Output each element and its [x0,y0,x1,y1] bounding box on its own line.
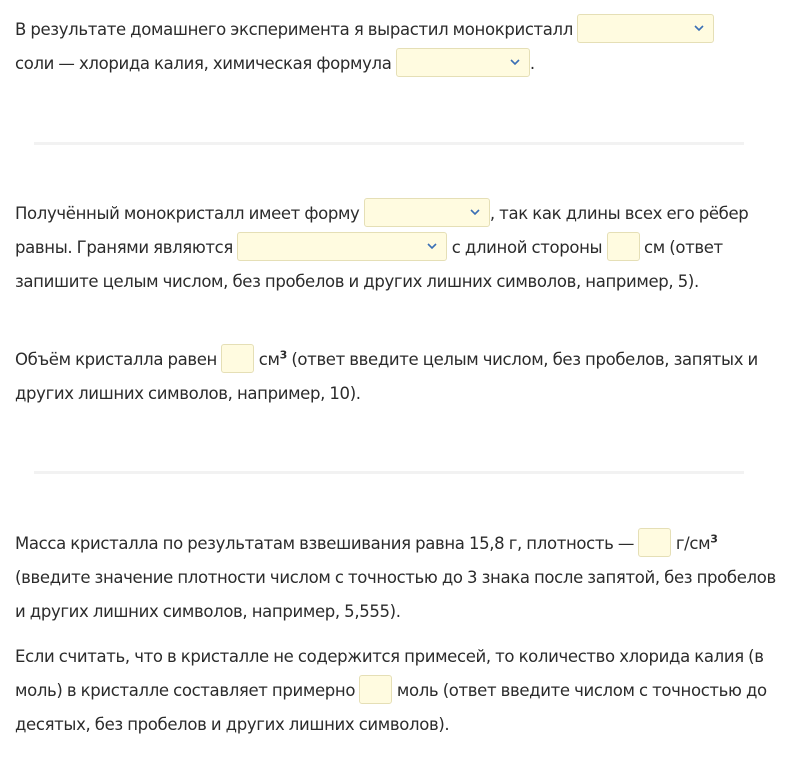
text-segment: Получённый монокристалл имеет форму [15,204,360,223]
section-3-paragraph-2 [15,640,777,742]
text-segment: Масса кристалла по результатам взвешивания равна 15,8 г, плотность — [15,534,635,553]
side-length-input[interactable] [607,232,640,261]
section-divider [34,142,744,145]
section-2-paragraph-2 [15,343,777,411]
chevron-down-icon [427,242,437,250]
moles-input[interactable] [359,675,392,704]
chevron-down-icon [510,58,520,66]
text-segment: Если считать, что в кристалле не содержится примесей, то количество хлорида калия (в моль) в кристалле составляет примерно [15,647,764,700]
hint-text: (ответ введите целым числом, без пробелов, запятых и других лишних символов, например, 10). [15,350,758,403]
text-segment: с длиной стороны [451,238,603,257]
chevron-down-icon [470,208,480,216]
unit-label: см [644,238,665,257]
text-segment: В результате домашнего эксперимента я вырастил монокристалл [15,20,573,39]
section-3-paragraph-1 [15,527,777,629]
section-divider [34,471,744,474]
hint-text: (ответ запишите целым числом, без пробелов и других лишних символов, например, 5). [15,238,723,291]
text-segment: . [529,54,535,73]
text-segment: Объём кристалла равен [15,350,217,369]
density-input[interactable] [638,528,671,557]
text-segment: , так как длины всех его рёбер равны. Гранями являются [15,204,749,257]
hint-text: (введите значение плотности числом с точностью до 3 знака после запятой, без пробелов и других лишних символов, например, 5,555). [15,568,776,621]
unit-label: $г/см^3$ [675,532,718,553]
text-segment: моль (ответ введите числом с точностью до десятых, без пробелов и других лишних символов). [15,681,767,734]
volume-input[interactable] [221,344,254,373]
unit-label: $см^3$ [258,348,287,369]
crystal-shape-dropdown[interactable] [364,198,490,227]
section-2-paragraph-1 [15,197,777,299]
section-1-text [15,13,777,81]
crystal-type-dropdown[interactable] [577,14,714,43]
faces-dropdown[interactable] [237,232,447,261]
chevron-down-icon [694,24,704,32]
formula-dropdown[interactable] [396,48,530,77]
text-segment: соли — хлорида калия, химическая формула [15,54,392,73]
